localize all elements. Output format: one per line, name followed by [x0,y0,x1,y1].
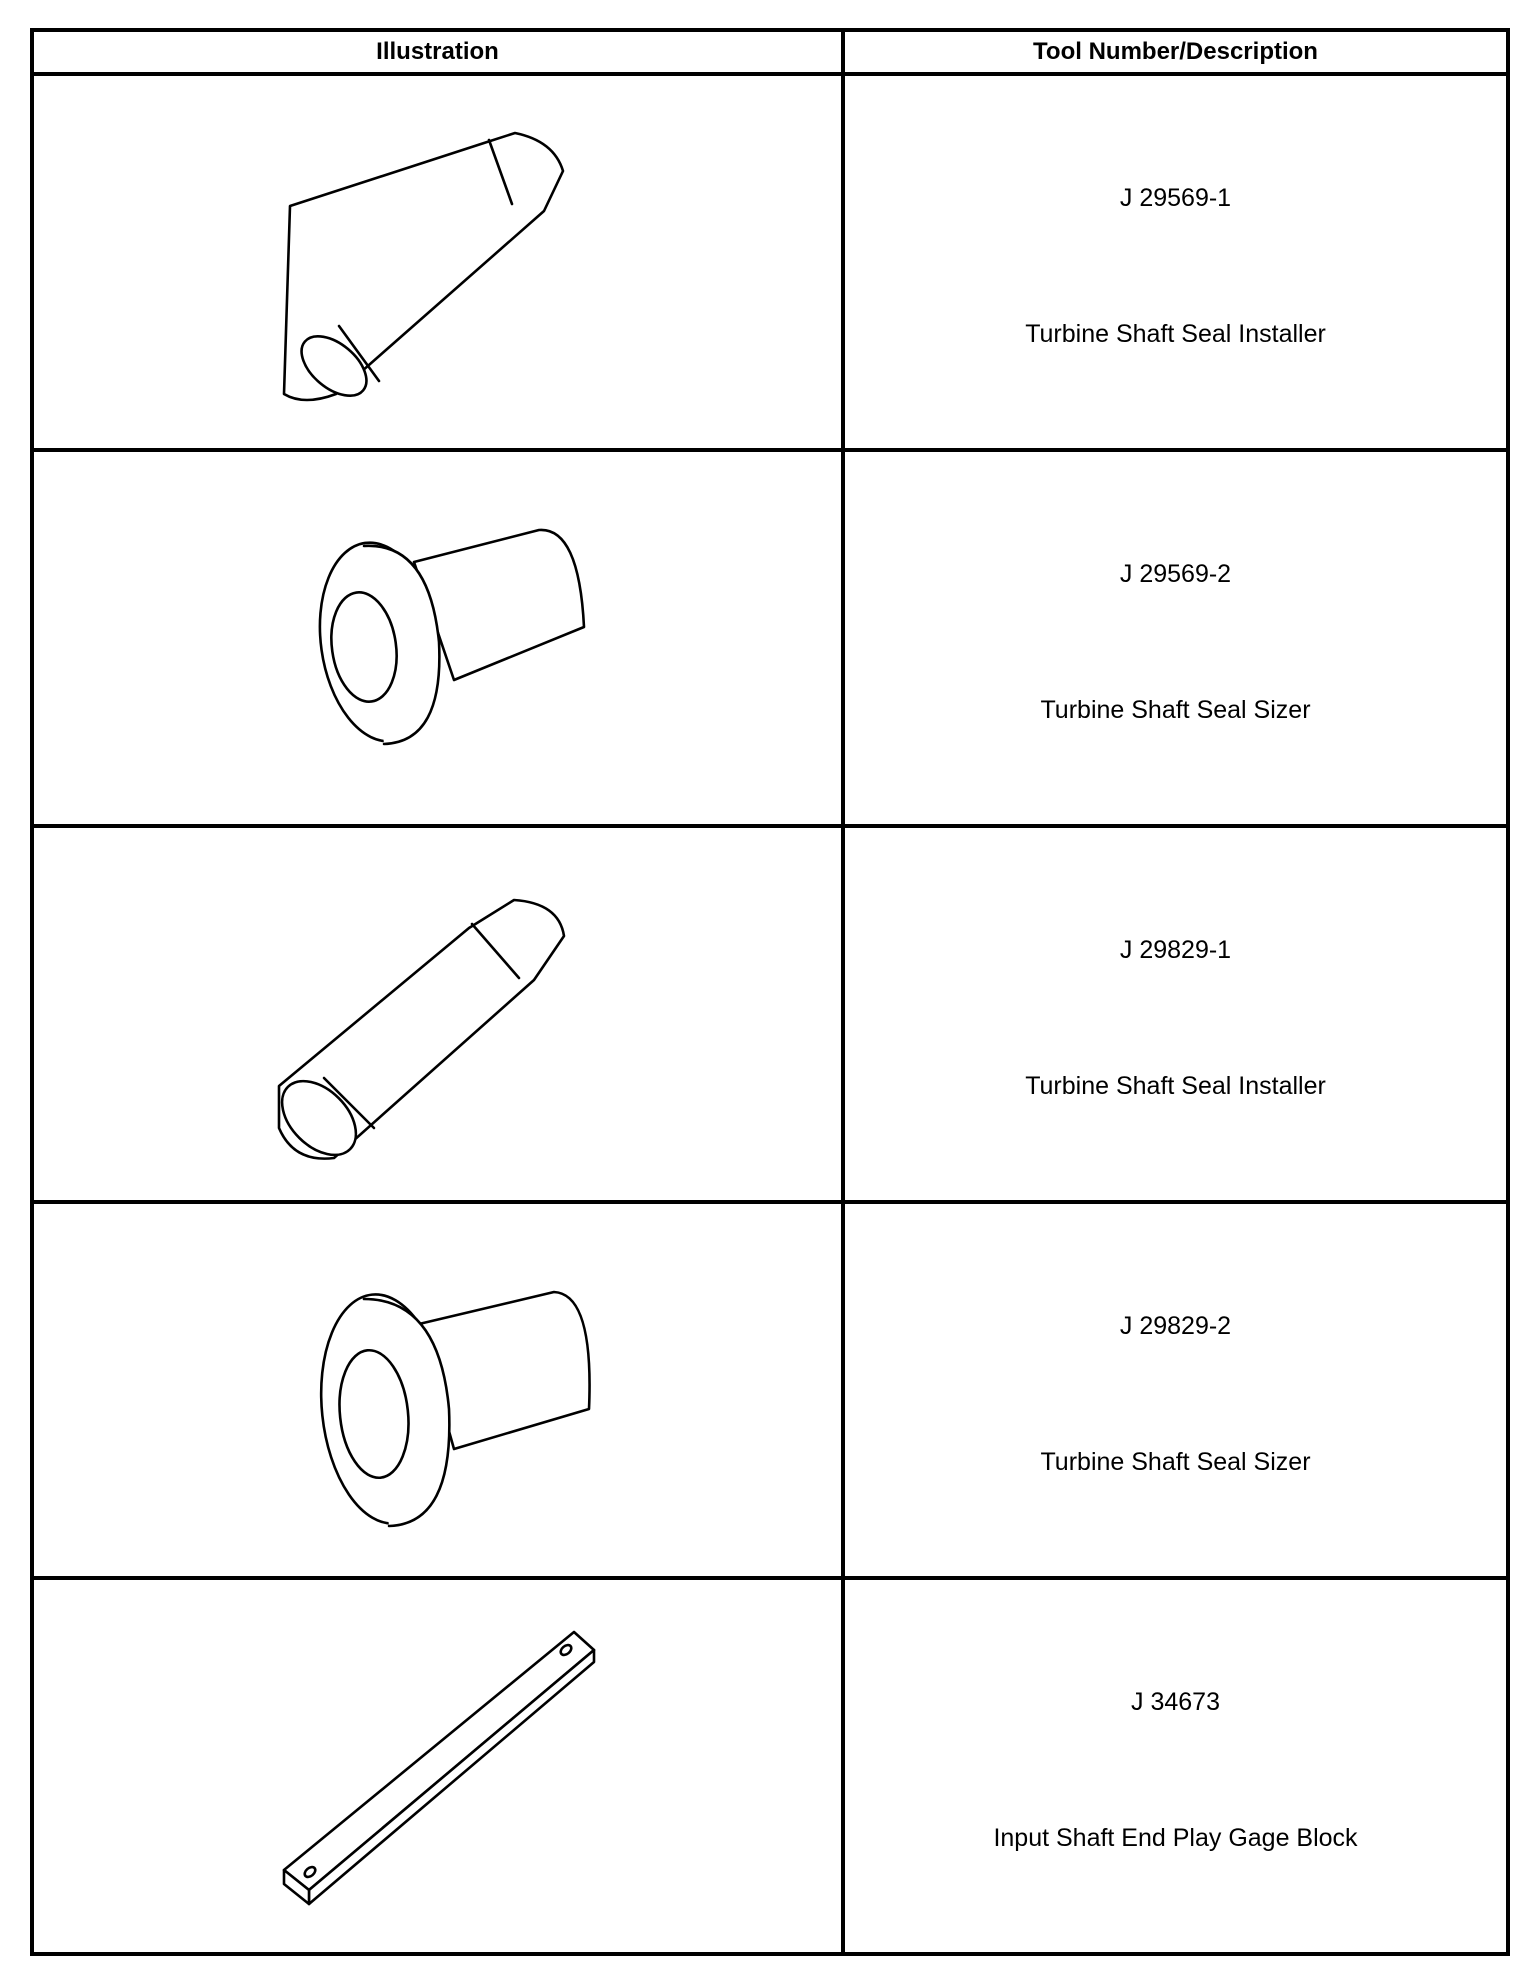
header-illustration: Illustration [32,30,843,74]
table-row [32,74,1508,450]
tool-cell [843,826,1508,1202]
tool-number: J 34673 [1131,1688,1220,1716]
tool-cell [843,74,1508,450]
tool-description: Turbine Shaft Seal Installer [1025,1072,1326,1100]
tool-description: Input Shaft End Play Gage Block [993,1824,1358,1852]
illustration-cell [32,826,843,1202]
header-tool-number-description: Tool Number/Description [843,30,1508,74]
illustration-cell [32,74,843,450]
illustration-cell [32,1202,843,1578]
tool-number: J 29829-1 [1119,936,1232,964]
table-header-row [32,30,1508,74]
tool-description: Turbine Shaft Seal Sizer [1040,1448,1311,1476]
illustration-cell [32,1578,843,1954]
shaft-seal-installer-icon [34,828,845,1200]
table-row [32,826,1508,1202]
table-row [32,1202,1508,1578]
tool-cell [843,1202,1508,1578]
tool-cell [843,1578,1508,1954]
shaft-seal-installer-icon [34,76,845,448]
tool-number: J 29569-2 [1119,560,1232,588]
tool-number: J 29569-1 [1119,184,1232,212]
shaft-seal-sizer-icon [34,452,845,824]
tool-number: J 29829-2 [1119,1312,1232,1340]
illustration-cell [32,450,843,826]
tools-table [30,28,1510,1956]
gage-block-icon [34,1580,845,1952]
table-row [32,450,1508,826]
shaft-seal-sizer-icon [34,1204,845,1576]
tool-cell [843,450,1508,826]
table-row [32,1578,1508,1954]
tool-description: Turbine Shaft Seal Installer [1025,320,1326,348]
tool-description: Turbine Shaft Seal Sizer [1040,696,1311,724]
